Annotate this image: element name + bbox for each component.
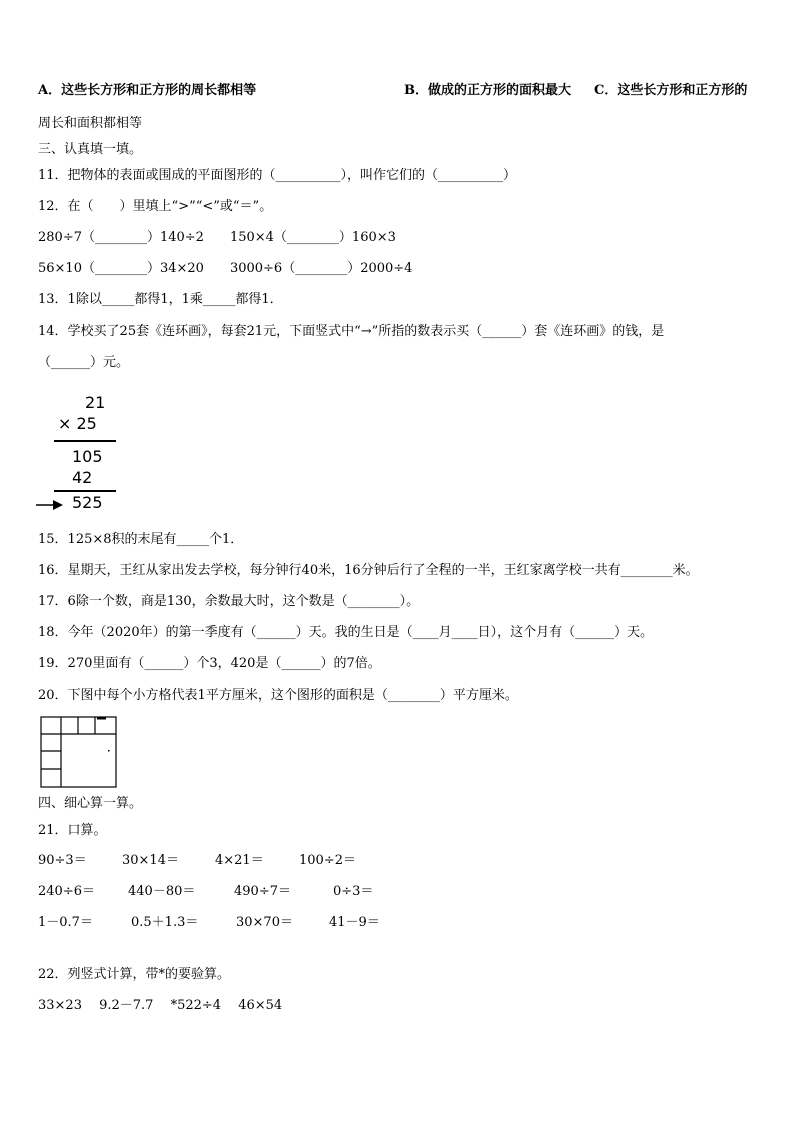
multiplication-line-2	[54, 490, 116, 492]
question-12-row-2: 56×10（________）34×20 3000÷6（________）2000÷4	[38, 261, 413, 276]
multiplication-line-1	[54, 440, 116, 442]
question-20: 20．下图中每个小方格代表1平方厘米，这个图形的面积是（________）平方厘米。	[38, 688, 518, 703]
oral-calc-item: 240÷6＝	[38, 884, 95, 899]
option-c-continuation: 周长和面积都相等	[38, 116, 143, 131]
question-12: 12．在（ ）里填上“>”“<”或“＝”。	[38, 199, 273, 214]
area-grid-figure	[40, 716, 120, 788]
oral-calc-item: 0.5＋1.3＝	[131, 915, 199, 930]
option-a: A．这些长方形和正方形的周长都相等	[38, 83, 257, 98]
vertical-multiplication	[40, 390, 140, 520]
oral-calc-item: 90÷3＝	[38, 853, 87, 868]
product-result: 525	[72, 493, 103, 512]
multiplicand: 21	[85, 393, 106, 412]
question-22-items: 33×23 9.2－7.7 *522÷4 46×54	[38, 998, 283, 1013]
question-12-row-1: 280÷7（________）140÷2 150×4（________）160×3	[38, 230, 396, 245]
oral-calc-item: 30×14＝	[122, 853, 179, 868]
oral-calc-item: 30×70＝	[236, 915, 293, 930]
multiplier: × 25	[58, 414, 97, 433]
oral-calc-item: 490÷7＝	[234, 884, 291, 899]
oral-calc-item: 100÷2＝	[299, 853, 356, 868]
oral-calc-item: 41－9＝	[329, 915, 380, 930]
oral-calc-item: 440－80＝	[128, 884, 196, 899]
question-15: 15．125×8积的末尾有_____个1．	[38, 532, 244, 547]
question-13: 13．1除以_____都得1，1乘_____都得1．	[38, 292, 283, 307]
question-18: 18．今年（2020年）的第一季度有（______）天。我的生日是（____月____日），这个月有（______）天。	[38, 625, 654, 640]
question-22: 22．列竖式计算，带*的要验算。	[38, 967, 231, 982]
question-14-line-2: （______）元。	[38, 355, 130, 370]
arrow-right-icon	[36, 500, 64, 510]
question-16: 16．星期天，王红从家出发去学校，每分钟行40米，16分钟后行了全程的一半，王红家离学校一共有________米。	[38, 563, 699, 578]
oral-calc-item: 1－0.7＝	[38, 915, 93, 930]
option-c: C．这些长方形和正方形的	[594, 83, 748, 98]
question-19: 19．270里面有（______）个3，420是（______）的7倍。	[38, 656, 381, 671]
section-4-title: 四、细心算一算。	[38, 796, 143, 811]
partial-product-1: 105	[72, 447, 103, 466]
section-3-title: 三、认真填一填。	[38, 142, 143, 157]
oral-calc-item: 0÷3＝	[333, 884, 374, 899]
oral-calc-item: 4×21＝	[215, 853, 264, 868]
question-14-line-1: 14．学校买了25套《连环画》，每套21元，下面竖式中“→”所指的数表示买（______）套《连环画》的钱，是	[38, 324, 665, 339]
partial-product-2: 42	[72, 468, 93, 487]
question-11: 11．把物体的表面或围成的平面图形的（__________），叫作它们的（__________）	[38, 168, 517, 183]
option-b: B．做成的正方形的面积最大	[404, 83, 571, 98]
question-21: 21．口算。	[38, 823, 107, 838]
question-17: 17．6除一个数，商是130，余数最大时，这个数是（________）。	[38, 594, 420, 609]
